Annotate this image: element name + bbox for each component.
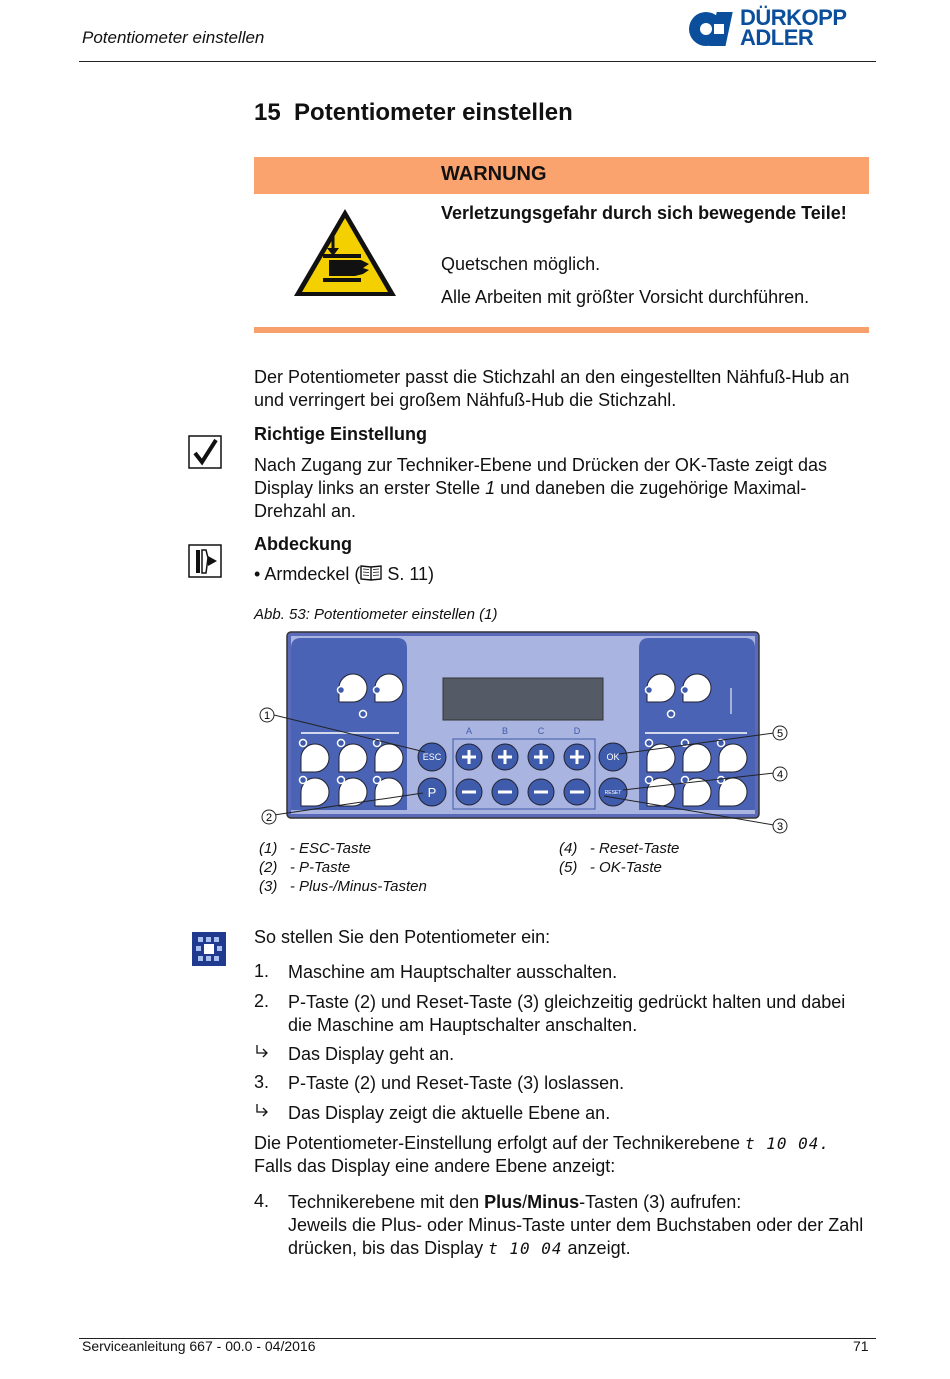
- p-key-label: P: [427, 785, 437, 800]
- technician-level-note: [254, 1132, 869, 1178]
- footer-document-title: Serviceanleitung 667 - 00.0 - 04/2016: [82, 1338, 316, 1354]
- column-letter-a: A: [465, 726, 473, 736]
- chapter-number: 15: [254, 99, 281, 126]
- step-3-number: 3.: [254, 1072, 270, 1092]
- legend-text: - OK-Taste: [589, 859, 662, 876]
- step-4-display-code: t 10 04: [488, 1239, 563, 1258]
- cover-bullet: • Armdeckel ( S. 11): [254, 564, 434, 587]
- step-4-post: -Tasten (3) aufrufen:: [579, 1192, 742, 1212]
- step-4-number: 4.: [254, 1191, 270, 1211]
- step-4-plus: Plus: [484, 1192, 523, 1212]
- result-1-text: Das Display geht an.: [288, 1044, 455, 1064]
- callout-4: 4: [776, 769, 784, 781]
- duerkopp-adler-logo-icon: [688, 6, 738, 52]
- legend-num: (1): [259, 840, 278, 857]
- esc-key-label: ESC: [422, 752, 442, 762]
- correct-setting-text-a: Nach Zugang zur Techniker-Ebene und Drücken der OK-Taste zeigt das Display links an erster Stelle: [254, 455, 827, 498]
- callout-5: 5: [776, 728, 784, 740]
- step-4-end: anzeigt.: [562, 1238, 631, 1258]
- warning-heading: Verletzungsgefahr durch sich bewegende Teile!: [441, 203, 847, 223]
- step-3-text: P-Taste (2) und Reset-Taste (3) loslassen.: [288, 1073, 625, 1093]
- legend-item-5: [559, 859, 662, 876]
- legend-text: - Reset-Taste: [589, 840, 680, 857]
- step-4-text: [288, 1191, 868, 1260]
- warning-bottom-rule: [254, 327, 869, 333]
- warning-line-1: Quetschen möglich.: [441, 254, 601, 274]
- step-4-slash: /: [522, 1192, 528, 1212]
- step-4-pre: Technikerebene mit den: [288, 1192, 485, 1212]
- brand-logo: [688, 6, 873, 56]
- result-2-arrow-icon: [254, 1102, 270, 1123]
- cover-bullet-text: Armdeckel (: [264, 564, 361, 584]
- column-letter-c: C: [537, 726, 545, 736]
- header-rule: [79, 61, 876, 62]
- note-text-after: Falls das Display eine andere Ebene anzeigt:: [254, 1156, 616, 1176]
- legend-text: - ESC-Taste: [289, 840, 371, 857]
- cover-page-ref: S. 11): [382, 564, 435, 584]
- correct-setting-text-italic: 1: [485, 478, 496, 498]
- crush-hazard-icon: [291, 206, 399, 300]
- correct-setting-text: [254, 454, 869, 523]
- book-icon: [360, 564, 382, 587]
- result-1-arrow-icon: [254, 1043, 270, 1064]
- running-header-title: Potentiometer einstellen: [82, 28, 265, 47]
- figure-caption: Abb. 53: Potentiometer einstellen (1): [254, 606, 498, 623]
- legend-item-1: [259, 840, 371, 857]
- step-2-number: 2.: [254, 991, 270, 1011]
- control-panel-figure: [255, 630, 790, 840]
- legend-num: (4): [559, 840, 578, 857]
- step-1-number: 1.: [254, 961, 270, 981]
- legend-item-4: [559, 840, 679, 857]
- callout-2: 2: [265, 812, 273, 824]
- chapter-title: [254, 99, 573, 127]
- legend-num: (3): [259, 878, 278, 895]
- procedure-intro: So stellen Sie den Potentiometer ein:: [254, 927, 551, 947]
- step-1-text: Maschine am Hauptschalter ausschalten.: [288, 962, 618, 982]
- legend-item-2: [259, 859, 350, 876]
- checkmark-icon: [188, 435, 222, 469]
- column-letter-d: D: [573, 726, 581, 736]
- step-2-text: P-Taste (2) und Reset-Taste (3) gleichzeitig gedrückt halten und dabei die Maschine am Hauptschalter anschalten.: [288, 992, 846, 1035]
- note-text: Die Potentiometer-Einstellung erfolgt auf der Technikerebene: [254, 1133, 745, 1153]
- callout-3: 3: [776, 821, 784, 833]
- legend-num: (2): [259, 859, 278, 876]
- step-4-minus: Minus: [527, 1192, 580, 1212]
- warning-label: WARNUNG: [441, 163, 547, 185]
- warning-line-2: Alle Arbeiten mit größter Vorsicht durchführen.: [441, 287, 810, 307]
- footer-page-number: 71: [853, 1338, 869, 1354]
- chapter-name: Potentiometer einstellen: [294, 99, 573, 126]
- cover-heading: Abdeckung: [254, 534, 353, 554]
- legend-item-3: [259, 878, 427, 895]
- step-4-line2: Jeweils die Plus- oder Minus-Taste unter dem Buchstaben oder der Zahl drücken, bis das Display: [288, 1215, 864, 1258]
- correct-setting-heading: Richtige Einstellung: [254, 424, 428, 444]
- brand-name-line2: ADLER: [740, 25, 814, 50]
- result-2-text: Das Display zeigt die aktuelle Ebene an.: [288, 1103, 611, 1123]
- ok-key-label: OK: [606, 752, 620, 762]
- intro-paragraph: Der Potentiometer passt die Stichzahl an den eingestellten Nähfuß-Hub an und verringert bei großem Nähfuß-Hub die Stichzahl.: [254, 367, 850, 410]
- brand-name-line1: DÜRKOPP: [740, 5, 847, 30]
- column-letter-b: B: [501, 726, 509, 736]
- callout-1: 1: [263, 710, 271, 722]
- legend-num: (5): [559, 859, 578, 876]
- correct-setting-text-b: und daneben die zugehörige Maximal-Drehzahl an.: [254, 478, 807, 521]
- cover-removal-icon: [188, 544, 222, 578]
- reset-key-label: RESET: [604, 790, 622, 796]
- legend-text: - P-Taste: [289, 859, 351, 876]
- warning-banner: [254, 157, 869, 194]
- note-display-code: t 10 04.: [744, 1134, 831, 1153]
- legend-text: - Plus-/Minus-Tasten: [289, 878, 427, 895]
- display-screen: [443, 678, 603, 720]
- control-panel-icon: [192, 932, 226, 966]
